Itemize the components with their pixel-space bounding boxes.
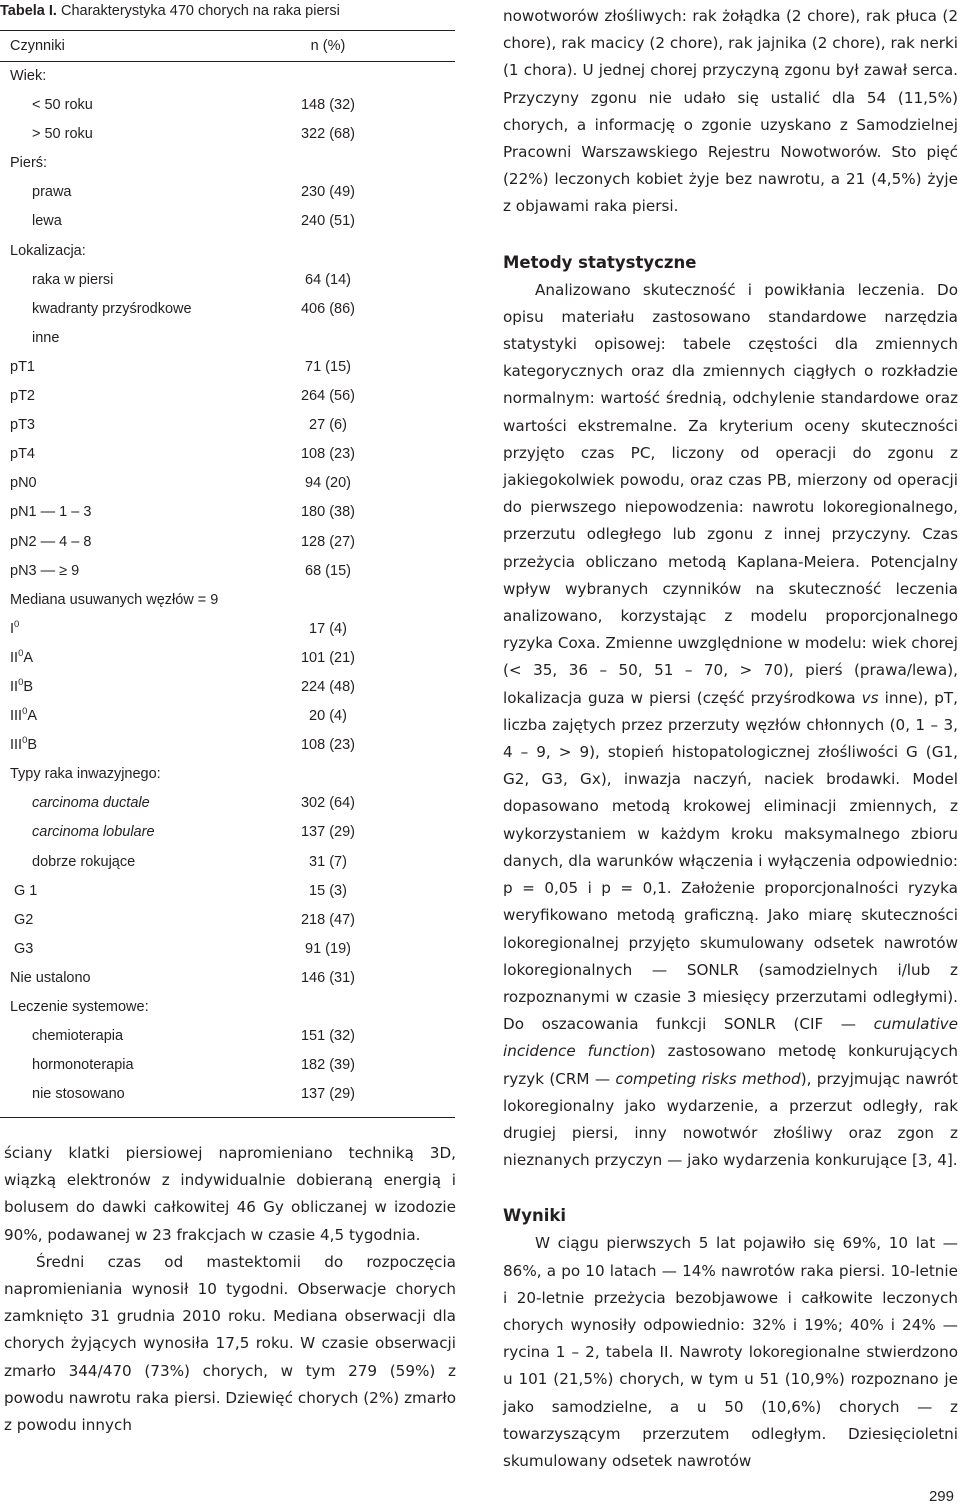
cell-n-percent: 71 (15) [305, 358, 351, 375]
table-row [0, 731, 455, 760]
cell-factor [32, 266, 113, 295]
cell-factor [10, 237, 86, 266]
cell-factor-text: pN3 — ≥ 9 [10, 562, 80, 579]
cell-factor [32, 120, 93, 149]
cell-factor [10, 964, 91, 993]
left-text-column [4, 1140, 456, 1439]
table-row [0, 528, 455, 557]
cell-n-percent: 137 (29) [300, 1086, 355, 1103]
table-row [0, 149, 455, 178]
table-row [0, 702, 455, 731]
cell-factor-text: inne [32, 329, 60, 346]
cell-factor-superscript: 0 [22, 735, 28, 747]
table-row [0, 353, 455, 382]
cell-factor [10, 615, 19, 644]
cell-factor [32, 1051, 134, 1080]
table-row [0, 1051, 455, 1080]
cell-factor [10, 469, 37, 498]
header-n-percent: n (%) [310, 38, 346, 54]
cell-n-percent: 64 (14) [305, 271, 351, 288]
cell-factor [10, 557, 79, 586]
table-row [0, 91, 455, 120]
cell-factor-text: prawa [32, 184, 72, 201]
methods-text-vs: vs [861, 688, 879, 707]
cell-factor [10, 702, 37, 731]
cell-n-percent: 180 (38) [300, 504, 355, 521]
cell-factor-text: III [10, 708, 23, 725]
table-row [0, 382, 455, 411]
methods-text-cif: cumulative incidence function [503, 1015, 958, 1061]
left-paragraph-1: ściany klatki piersiowej napromieniano techniką 3D, wiązką elektronów z indywidualnie dobieraną energią i bolusem do dawki całkowitej 46 Gy obliczanej w izodozie 90%, podawanej w 23 frakcjach w czasie 4,5 tygodnia. [4, 1144, 456, 1244]
cell-factor [14, 935, 33, 964]
cell-factor [14, 877, 37, 906]
cell-factor-text: II [10, 678, 19, 695]
table-row [0, 557, 455, 586]
methods-text-b: inne), pT, liczba zajętych przez przerzuty węzłów chłonnych (0, 1 – 3, 4 – 9, > 9), stopień histopatologicznej złośliwości G (G1, G2, G3, Gx), inwazja naczyń, naciek brodawki. Model dopasowano metodą krokowej eliminacji zmiennych, z wykorzystaniem w każdym kroku maksymalnego zbioru danych, dla warunków włączenia i wyłączenia odpowiednio: p = 0,05 i p = 0,1. Założenie proporcjonalności ryzyka weryfikowano metodą graficzną. Jako miarę skuteczności lokoregionalnej przyjęto skumulowany odsetek nawrotów lokoregionalnych — SONLR (samodzielnych i/lub z rozpoznanymi w czasie 3 miesięcy przerzutami odległymi). Do oszacowania funkcji SONLR (CIF — [503, 688, 958, 1034]
table-row [0, 818, 455, 847]
table-row [0, 644, 455, 673]
cell-factor [10, 382, 35, 411]
cell-factor-text: > 50 roku [32, 126, 93, 143]
cell-factor-text: raka w piersi [32, 271, 114, 288]
cell-n-percent: 322 (68) [300, 126, 355, 143]
table-row [0, 906, 455, 935]
cell-factor [32, 1080, 125, 1109]
cell-n-percent: 108 (23) [300, 737, 355, 754]
cell-n-percent: 182 (39) [300, 1057, 355, 1074]
cell-factor [10, 149, 47, 178]
results-paragraph: W ciągu pierwszych 5 lat pojawiło się 69%, 10 lat — 86%, a po 10 latach — 14% nawrotów raka piersi. 10-letnie i 20-letnie przeżycia bezobjawowe i całkowite leczonych chorych wynosiły odpowiednio: 32% i 19%; 40% i 24% — rycina 1 – 2, tabela II. Nawroty lokoregionalne stwierdzono u 101 (21,5%) chorych, w tym u 51 (10,9%) rozpoznano je jako samodzielne, a u 50 (10,6%) chorych — z towarzyszącym przerzutem odległym. Dziesięcioletni skumulowany odsetek nawrotów [503, 1234, 958, 1470]
cell-n-percent: 91 (19) [305, 940, 351, 957]
table-row [0, 237, 455, 266]
methods-text-c: ) zastosowano metodę konkurujących ryzyk (CRM — [503, 1042, 958, 1088]
cell-factor [10, 586, 218, 615]
cell-factor [10, 411, 35, 440]
table-row [0, 789, 455, 818]
table-header-row [0, 30, 455, 62]
cell-n-percent: 302 (64) [300, 795, 355, 812]
cell-factor [32, 324, 59, 353]
cell-n-percent: 151 (32) [300, 1028, 355, 1045]
heading-results: Wyniki [503, 1206, 566, 1226]
table-row [0, 993, 455, 1022]
cell-factor-text: hormonoterapia [32, 1057, 134, 1074]
table-row [0, 760, 455, 789]
cell-factor-suffix: A [23, 649, 34, 666]
cell-factor-text: pN0 [10, 475, 37, 492]
cell-factor [32, 295, 192, 324]
cell-factor-text: nie stosowano [32, 1086, 125, 1103]
table-row [0, 440, 455, 469]
cell-factor-superscript: 0 [14, 618, 20, 630]
cell-factor-text: pT4 [10, 446, 35, 463]
cell-factor [10, 731, 37, 760]
cell-factor-text: pT2 [10, 388, 35, 405]
table-row [0, 673, 455, 702]
table-row [0, 498, 455, 527]
table-row [0, 586, 455, 615]
table-caption-text: Charakterystyka 470 chorych na raka piersi [56, 3, 340, 19]
methods-paragraph [503, 277, 958, 1175]
cell-n-percent: 68 (15) [305, 562, 351, 579]
cell-factor-text: G 1 [14, 882, 38, 899]
cell-n-percent: 15 (3) [309, 882, 347, 899]
table-row [0, 615, 455, 644]
cell-factor-text: III [10, 737, 23, 754]
table-caption [0, 0, 455, 22]
cell-factor [10, 498, 91, 527]
cell-factor-text: G2 [14, 911, 34, 928]
table-row [0, 964, 455, 993]
cell-n-percent: 137 (29) [300, 824, 355, 841]
cell-n-percent: 406 (86) [300, 300, 355, 317]
cell-factor-text: < 50 roku [32, 97, 93, 114]
methods-text-a: Analizowano skuteczność i powikłania leczenia. Do opisu materiału zastosowano standardowe narzędzia statystyki opisowej: tabele częstości dla zmiennych kategorycznych oraz dla zmiennych ciągłych o rozkładzie normalnym: wartość średnią, odchylenie standardowe oraz wartości ekstremalne. Za kryterium oceny skuteczności przyjęto czas PC, liczony od operacji do zgonu z jakiegokolwiek powodu, oraz czas PB, mierzony od operacji do pierwszego niepowodzenia: nawrotu lokoregionalnego, przerzutu odległego lub zgonu z innej przyczyny. Czas przeżycia obliczano metodą Kaplana-Meiera. Potencjalny wpływ wybranych czynników na skuteczność leczenia analizowano, korzystając z modelu proporcjonalnego ryzyka Coxa. Zmienne uwzględnione w modelu: wiek chorej (< 35, 36 – 50, 51 – 70, > 70), pierś (prawa/lewa), lokalizacja guza w piersi (część przyśrodkowa [503, 280, 958, 707]
cell-factor-text: pT3 [10, 417, 35, 434]
cell-n-percent: 224 (48) [300, 678, 355, 695]
cell-factor-text: dobrze rokujące [32, 853, 136, 870]
cell-factor [10, 62, 46, 91]
cell-n-percent: 148 (32) [300, 97, 355, 114]
cell-n-percent: 17 (4) [309, 620, 347, 637]
cell-factor-text: G3 [14, 940, 34, 957]
cell-factor [32, 1022, 123, 1051]
cell-factor [32, 818, 155, 847]
cell-factor-text: Leczenie systemowe: [10, 999, 149, 1015]
table-caption-label: Tabela I. [0, 3, 57, 19]
cell-factor-text: carcinoma lobulare [32, 824, 155, 841]
right-paragraph-causes-of-death: nowotworów złośliwych: rak żołądka (2 chore), rak płuca (2 chore), rak macicy (2 chore), rak jajnika (2 chore), rak nerki (1 chora). U jednej chorej przyczyną zgonu był zawał serca. Przyczyny zgonu nie udało się ustalić dla 54 (11,5%) chorych, a informację o zgonie uzyskano z Samodzielnej Pracowni Warszawskiego Rejestru Nowotworów. Sto pięć (22%) leczonych kobiet żyje bez nawrotu, a 21 (4,5%) żyje z objawami raka piersi. [503, 7, 958, 216]
table-row [0, 120, 455, 149]
cell-factor-text: Lokalizacja: [10, 242, 86, 259]
cell-factor [32, 789, 150, 818]
cell-n-percent: 240 (51) [300, 213, 355, 230]
cell-factor-text: pT1 [10, 358, 35, 375]
table-row [0, 848, 455, 877]
cell-n-percent: 31 (7) [309, 853, 347, 870]
cell-n-percent: 101 (21) [300, 649, 355, 666]
table-row [0, 295, 455, 324]
table-row [0, 324, 455, 353]
page-number: 299 [928, 1488, 954, 1505]
cell-factor [14, 906, 33, 935]
cell-n-percent: 146 (31) [300, 969, 355, 986]
cell-n-percent: 230 (49) [300, 184, 355, 201]
table-body [0, 62, 455, 1118]
cell-factor [32, 848, 135, 877]
cell-factor [10, 673, 33, 702]
cell-factor-text: Pierś: [10, 155, 48, 172]
cell-factor-text: II [10, 649, 19, 666]
cell-factor-text: pN2 — 4 – 8 [10, 533, 92, 550]
cell-factor [32, 91, 93, 120]
cell-factor [10, 644, 33, 673]
table-row [0, 207, 455, 236]
cell-factor [10, 760, 161, 789]
left-paragraph-2: Średni czas od mastektomii do rozpoczęcia napromieniania wynosił 10 tygodni. Obserwacje chorych zamknięto 31 grudnia 2010 roku. Mediana obserwacji dla chorych żyjących wynosiła 17,5 roku. W czasie obserwacji zmarło 344/470 (73%) chorych, w tym 279 (59%) z powodu nawrotu raka piersi. Dziewięć chorych (2%) zmarło z powodu innych [4, 1252, 456, 1435]
cell-factor-text: Mediana usuwanych węzłów = 9 [10, 591, 219, 608]
table-row [0, 62, 455, 91]
cell-factor-suffix: B [23, 678, 34, 695]
cell-factor-text: I [10, 620, 15, 637]
table-characteristics [0, 0, 455, 1118]
cell-factor [32, 207, 62, 236]
table-row [0, 1080, 455, 1109]
table-row [0, 1022, 455, 1051]
cell-factor-text: Typy raka inwazyjnego: [10, 766, 161, 783]
methods-text-crm: competing risks method [615, 1069, 801, 1088]
cell-factor-text: lewa [32, 213, 62, 230]
table-row [0, 469, 455, 498]
right-text-column [503, 3, 958, 1475]
cell-n-percent: 27 (6) [309, 417, 347, 434]
table-row [0, 178, 455, 207]
cell-factor-superscript: 0 [18, 648, 24, 660]
cell-n-percent: 264 (56) [300, 388, 355, 405]
cell-factor-text: kwadranty przyśrodkowe [32, 300, 192, 317]
cell-factor-suffix: A [27, 708, 38, 725]
cell-factor-text: Wiek: [10, 68, 47, 84]
cell-factor-text: carcinoma ductale [32, 795, 150, 812]
cell-factor-text: chemioterapia [32, 1028, 124, 1045]
heading-statistical-methods: Metody statystyczne [503, 252, 697, 272]
cell-factor-superscript: 0 [22, 706, 28, 718]
cell-n-percent: 94 (20) [305, 475, 351, 492]
methods-text-d: ), przyjmując nawrót lokoregionalny jako wydarzenie, a przerzut odległy, rak drugiej piersi, inny nowotwór złośliwy oraz zgon z nieznanych przyczyn — jako wydarzenia konkurujące [3, 4]. [503, 1069, 958, 1170]
cell-factor [10, 440, 35, 469]
cell-factor [10, 528, 91, 557]
cell-factor-suffix: B [27, 737, 38, 754]
table-row [0, 266, 455, 295]
cell-factor-superscript: 0 [18, 677, 24, 689]
table-row [0, 411, 455, 440]
cell-n-percent: 108 (23) [300, 446, 355, 463]
cell-factor [10, 353, 35, 382]
cell-n-percent: 20 (4) [309, 708, 347, 725]
cell-factor [32, 178, 72, 207]
cell-factor-text: Nie ustalono [10, 969, 91, 986]
header-factor: Czynniki [10, 38, 65, 54]
table-row [0, 877, 455, 906]
table-row [0, 935, 455, 964]
cell-factor [10, 993, 149, 1022]
cell-factor-text: pN1 — 1 – 3 [10, 504, 92, 521]
cell-n-percent: 218 (47) [300, 911, 355, 928]
cell-n-percent: 128 (27) [300, 533, 355, 550]
